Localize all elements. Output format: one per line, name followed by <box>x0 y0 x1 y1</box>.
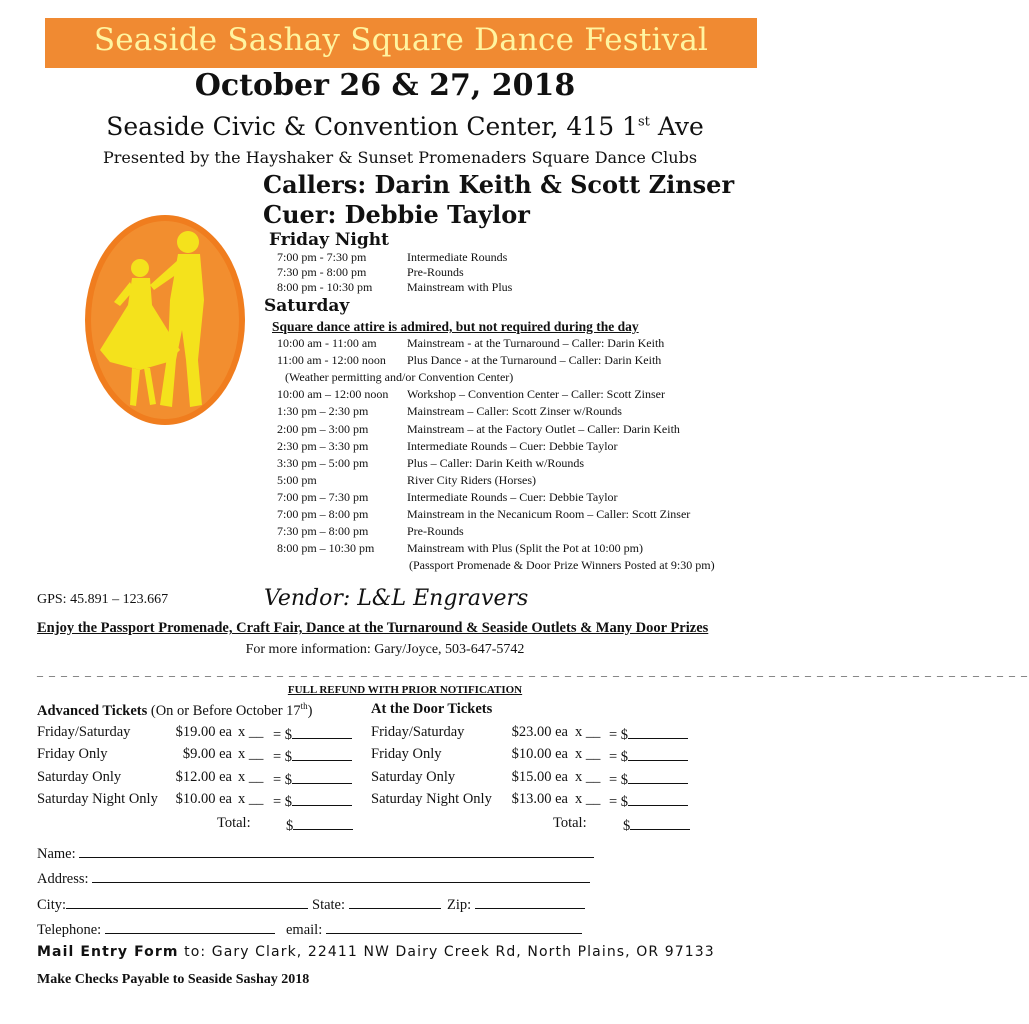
schedule-desc: Intermediate Rounds <box>407 250 508 264</box>
schedule-desc: Pre-Rounds <box>407 524 464 539</box>
ticket-qty: x __ <box>575 790 601 807</box>
schedule-desc: Mainstream with Plus <box>407 280 513 294</box>
cut-line: _ _ _ _ _ _ _ _ _ _ _ _ _ _ _ _ _ _ _ _ _ _ _ _ _ _ _ _ _ _ _ _ _ _ _ _ _ _ _ _ _ _ _ _ _ _ _ _ _ _ _ _ _ _ _ _ _ _ _ _ _ _ _ _ _ _ _ _ _ _ _ _ _ _ _ _ _ _ _ _ _ _ _ <box>37 664 1029 678</box>
ticket-label: Saturday Only <box>371 768 456 785</box>
ticket-qty: x __ <box>575 768 601 785</box>
friday-heading: Friday Night <box>269 230 389 250</box>
refund-note: FULL REFUND WITH PRIOR NOTIFICATION <box>287 684 523 696</box>
schedule-desc: Mainstream - at the Turnaround – Caller: Darin Keith <box>407 336 665 350</box>
vendor: Vendor: L&L Engravers <box>264 586 529 611</box>
ticket-amount-field[interactable] <box>273 724 352 744</box>
schedule-desc: Plus – Caller: Darin Keith w/Rounds <box>407 455 584 470</box>
ticket-amount-sign: = $ <box>609 727 629 743</box>
ticket-price: $12.00 ea <box>175 768 232 785</box>
ticket-price: $19.00 ea <box>175 724 232 740</box>
schedule-time: 5:00 pm <box>277 472 317 487</box>
state-field[interactable]: State: <box>312 894 441 914</box>
ticket-amount-field[interactable] <box>609 724 688 744</box>
schedule-time: 2:00 pm – 3:00 pm <box>277 421 369 436</box>
ticket-price: $10.00 ea <box>511 746 568 763</box>
advanced-total-label: Total: <box>217 815 251 831</box>
ticket-amount-sign: = $ <box>609 771 629 788</box>
telephone-field[interactable]: Telephone: <box>37 919 275 939</box>
schedule-time: 7:00 pm – 8:00 pm <box>277 507 369 521</box>
cuer: Cuer: Debbie Taylor <box>263 200 530 229</box>
ticket-amount-field[interactable] <box>273 769 352 789</box>
festival-title: Seaside Sashay Square Dance Festival <box>93 22 709 58</box>
door-total-field[interactable]: $ <box>623 815 690 835</box>
door-total-label: Total: <box>553 815 587 831</box>
door-tickets-heading: At the Door Tickets <box>371 701 493 717</box>
ticket-price: $23.00 ea <box>511 724 568 740</box>
ticket-amount-sign: = $ <box>273 749 293 766</box>
schedule-time: 2:30 pm – 3:30 pm <box>277 438 369 453</box>
schedule-desc: (Weather permitting and/or Convention Center) <box>285 370 514 385</box>
schedule-desc: Intermediate Rounds – Cuer: Debbie Taylor <box>407 438 618 453</box>
schedule-desc: River City Riders (Horses) <box>407 472 536 487</box>
ticket-label: Friday/Saturday <box>37 724 131 740</box>
ticket-label: Friday Only <box>37 746 108 763</box>
ticket-amount-sign: = $ <box>609 793 629 810</box>
schedule-time: 11:00 am - 12:00 noon <box>277 353 386 368</box>
ticket-label: Saturday Night Only <box>37 790 158 807</box>
ticket-price: $13.00 ea <box>511 790 568 807</box>
ticket-qty: x __ <box>238 746 264 763</box>
ticket-amount-field[interactable] <box>609 746 688 766</box>
advanced-total-field[interactable]: $ <box>286 815 353 835</box>
ticket-amount-sign: = $ <box>273 771 293 788</box>
ticket-label: Saturday Only <box>37 768 122 785</box>
schedule-time: 8:00 pm – 10:30 pm <box>277 541 375 556</box>
schedule-desc: Workshop – Convention Center – Caller: Scott Zinser <box>407 387 665 402</box>
schedule-desc: Mainstream with Plus (Split the Pot at 10:00 pm) <box>407 541 643 556</box>
schedule-desc: Mainstream in the Necanicum Room – Caller: Scott Zinser <box>407 507 691 521</box>
checks-payable: Make Checks Payable to Seaside Sashay 2018 <box>37 972 310 987</box>
email-field[interactable]: email: <box>286 919 582 939</box>
schedule-desc: (Passport Promenade & Door Prize Winners Posted at 9:30 pm) <box>409 558 715 573</box>
ticket-amount-sign: = $ <box>609 749 629 766</box>
schedule-desc: Mainstream – at the Factory Outlet – Caller: Darin Keith <box>407 421 680 436</box>
more-info: For more information: Gary/Joyce, 503-647-5742 <box>245 642 525 657</box>
mail-entry: Mail Entry Form to: Gary Clark, 22411 NW Dairy Creek Rd, North Plains, OR 97133 <box>37 944 715 960</box>
schedule-desc: Plus Dance - at the Turnaround – Caller: Darin Keith <box>407 353 662 368</box>
schedule-desc: Intermediate Rounds – Cuer: Debbie Taylor <box>407 489 618 504</box>
schedule-desc: Mainstream – Caller: Scott Zinser w/Rounds <box>407 404 622 419</box>
ticket-price: $10.00 ea <box>175 790 232 807</box>
ticket-amount-field[interactable] <box>609 791 688 811</box>
saturday-heading: Saturday <box>264 296 350 316</box>
schedule-time: 10:00 am – 12:00 noon <box>277 387 389 402</box>
ticket-label: Saturday Night Only <box>371 790 492 807</box>
ticket-price: $15.00 ea <box>511 768 568 785</box>
ticket-amount-sign: = $ <box>273 793 293 810</box>
gps-coordinates: GPS: 45.891 – 123.667 <box>37 592 169 607</box>
ticket-qty: x __ <box>575 746 601 763</box>
schedule-time: 7:30 pm - 8:00 pm <box>277 265 367 279</box>
schedule-time: 3:30 pm – 5:00 pm <box>277 455 369 470</box>
schedule-time: 10:00 am - 11:00 am <box>277 336 377 350</box>
venue: Seaside Civic & Convention Center, 415 1st Ave <box>106 112 704 141</box>
ticket-price: $9.00 ea <box>182 746 232 763</box>
ticket-qty: x __ <box>575 724 601 740</box>
ticket-label: Friday Only <box>371 746 442 763</box>
attire-note: Square dance attire is admired, but not required during the day <box>272 319 639 334</box>
schedule-time: 7:00 pm - 7:30 pm <box>277 250 367 264</box>
dancing-couple-icon <box>80 210 250 430</box>
ticket-qty: x __ <box>238 724 264 740</box>
schedule-time: 1:30 pm – 2:30 pm <box>277 404 369 419</box>
advanced-tickets-heading: Advanced Tickets (On or Before October 17th) <box>37 701 313 719</box>
name-field[interactable]: Name: <box>37 843 594 863</box>
schedule-time: 7:00 pm – 7:30 pm <box>277 489 369 504</box>
address-field[interactable]: Address: <box>37 868 590 888</box>
ticket-qty: x __ <box>238 768 264 785</box>
title-banner <box>45 18 757 68</box>
festival-date: October 26 & 27, 2018 <box>194 68 576 103</box>
presented-by: Presented by the Hayshaker & Sunset Promenaders Square Dance Clubs <box>102 148 698 167</box>
ticket-qty: x __ <box>238 790 264 807</box>
ticket-amount-sign: = $ <box>273 727 293 743</box>
ticket-label: Friday/Saturday <box>371 724 465 740</box>
callers: Callers: Darin Keith & Scott Zinser <box>263 170 735 199</box>
ticket-amount-field[interactable] <box>609 769 688 789</box>
schedule-time: 8:00 pm - 10:30 pm <box>277 280 373 294</box>
enjoy-note: Enjoy the Passport Promenade, Craft Fair, Dance at the Turnaround & Seaside Outlets & Many Door Prizes <box>37 620 709 636</box>
schedule-time: 7:30 pm – 8:00 pm <box>277 524 369 539</box>
ticket-amount-field[interactable] <box>273 791 352 811</box>
schedule-desc: Pre-Rounds <box>407 265 464 279</box>
city-field[interactable]: City: <box>37 894 308 914</box>
zip-field[interactable]: Zip: <box>447 894 585 914</box>
ticket-amount-field[interactable] <box>273 746 352 766</box>
